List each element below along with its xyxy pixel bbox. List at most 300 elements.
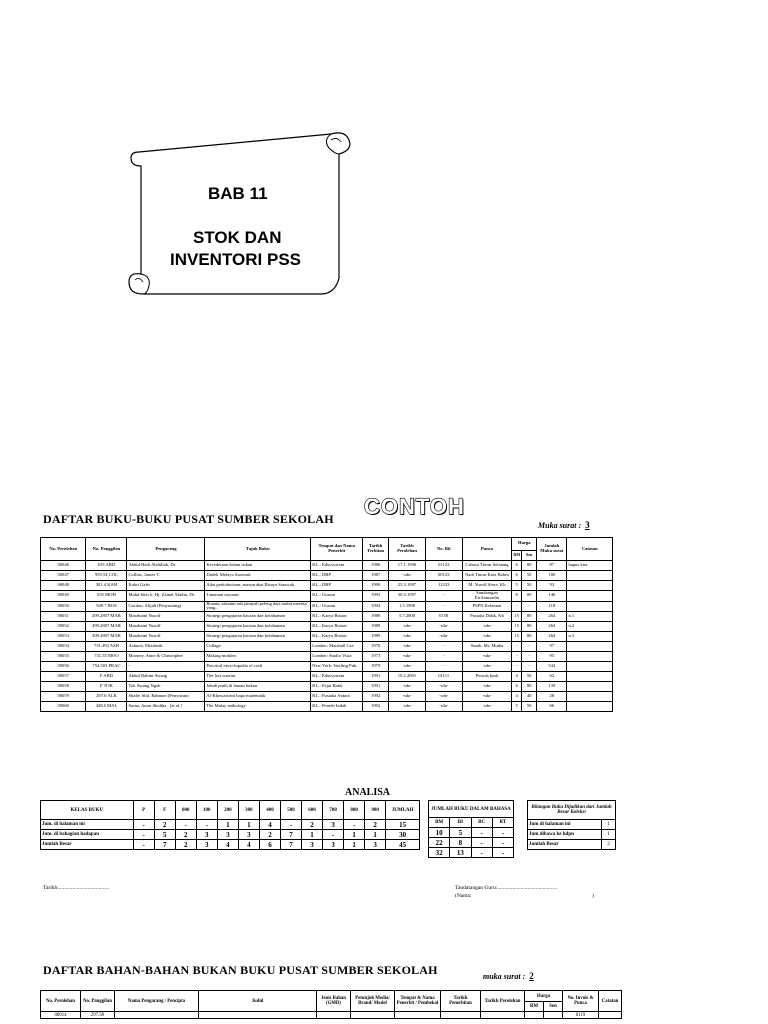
date-line: Tarikh:..................................... <box>43 885 110 891</box>
table-cell: Pesoda Ipoh <box>462 672 512 682</box>
table-row <box>41 652 613 662</box>
table-cell: 95 <box>537 652 567 662</box>
books-register-title: DAFTAR BUKU-BUKU PUSAT SUMBER SEKOLAH <box>43 512 334 526</box>
collection-label: Jum dibawa ke hdpn <box>528 830 602 840</box>
nonbook-header-cell: Jenis Bahan (GMD) <box>317 991 351 1012</box>
language-header-cell: BM <box>429 818 450 828</box>
analysis-cell: - <box>133 840 154 850</box>
table-cell: Adat perkahwinan: masyarakat Bisaya Sarawak <box>205 581 311 591</box>
table-cell: KL.: Karya Bistari <box>311 612 363 622</box>
table-cell: 428.6 MAL <box>86 702 127 712</box>
language-cell: - <box>492 838 513 848</box>
table-cell: -sda- <box>389 652 426 662</box>
analysis-cell: 2 <box>259 830 280 840</box>
table-cell: 118 <box>537 601 567 612</box>
analysis-cell: 5 <box>154 830 175 840</box>
nonbook-cell <box>481 1012 525 1019</box>
table-cell: London: Studio Vista <box>311 652 363 662</box>
nonbook-register-header <box>41 991 622 1012</box>
collection-label: Jum di halaman ini <box>528 820 602 830</box>
table-cell: 00050 <box>41 601 86 612</box>
analysis-cell: - <box>280 820 301 830</box>
table-row <box>41 642 613 652</box>
table-cell: 00060 <box>41 702 86 712</box>
table-cell <box>567 642 613 652</box>
table-cell <box>567 652 613 662</box>
collection-table-title: Bilangan Buku Dijadikan dari Jumlah Besar Koleksi <box>528 801 616 820</box>
nonbook-header-row <box>41 991 622 1002</box>
analysis-cell: 4 <box>259 820 280 830</box>
col-harga: Harga <box>512 538 537 551</box>
table-cell: 50 <box>522 581 537 591</box>
table-cell: 00047 <box>41 571 86 581</box>
analysis-header-cell: 000 <box>175 801 196 820</box>
col-harga-rm: RM <box>512 550 522 560</box>
class-analysis-header <box>41 801 420 820</box>
analysis-cell: 3 <box>196 830 217 840</box>
table-cell: Gordon, Alijah (Penyunting) <box>127 601 205 612</box>
table-cell: KL.: Educsystem <box>311 561 363 571</box>
analysis-cell: - <box>133 830 154 840</box>
nonbook-cell <box>544 1012 563 1019</box>
table-cell: 1986 <box>363 561 389 571</box>
language-cell: 10 <box>429 828 450 838</box>
analysis-cell: 1 <box>344 830 365 840</box>
nonbook-cell <box>317 1012 351 1019</box>
analysis-cell: 1 <box>238 820 259 830</box>
table-cell: KL.: Utusan <box>311 601 363 612</box>
table-cell: 6 <box>512 571 522 581</box>
language-cell: - <box>492 848 513 858</box>
language-header-cell: BI <box>450 818 471 828</box>
analysis-header-cell: 900 <box>365 801 386 820</box>
analysis-row <box>41 840 420 850</box>
nonbook-cell <box>599 1012 622 1019</box>
analysis-header-cell: 400 <box>259 801 280 820</box>
table-cell: hapus kira <box>567 561 613 571</box>
table-row <box>41 571 613 581</box>
nonbook-header-cell: Catatan <box>599 991 622 1012</box>
table-cell: 1989 <box>363 612 389 622</box>
nonbook-header-cell: Tempat & Nama Penerbit / Pembekal <box>395 991 441 1012</box>
nonbook-header-cell: No. Invois & Punca <box>563 991 599 1012</box>
chapter-title-line2: INVENTORI PSS <box>170 250 301 269</box>
nonbook-cell: 00014 <box>41 1012 81 1019</box>
table-cell <box>567 662 613 672</box>
table-cell: -sda- <box>389 702 426 712</box>
table-cell: KL.: Fajar Bakti <box>311 682 363 692</box>
table-cell: - <box>512 601 522 612</box>
nonbook-cell: 0119 <box>563 1012 599 1019</box>
table-cell: 1973 <box>363 652 389 662</box>
analysis-cell: 3 <box>323 840 344 850</box>
table-cell: - <box>522 652 537 662</box>
table-cell: Tok Awang Ngah <box>127 682 205 692</box>
analysis-header-cell: JUMLAH <box>386 801 420 820</box>
table-cell: 1987 <box>363 571 389 581</box>
table-cell: 00056 <box>41 662 86 672</box>
col-tarikh-perolehan: Tarikh Perolehan <box>389 538 426 561</box>
table-cell: -sda- <box>462 662 512 672</box>
table-cell: The last warrior <box>205 672 311 682</box>
table-cell: -sda- <box>425 692 462 702</box>
class-analysis-table <box>40 800 420 850</box>
table-cell: Mohd Idris b. Hj. Zainal Abidin, Dr. <box>127 591 205 602</box>
table-cell: Abdul Rahim Awang <box>127 672 205 682</box>
table-cell: 499.2807 MAR <box>86 622 127 632</box>
table-cell: KL.: Pustaka Antara <box>311 692 363 702</box>
analysis-cell: 1 <box>217 820 238 830</box>
table-row <box>41 612 613 622</box>
table-cell: Al-Khawarizmi bapa matematik <box>205 692 311 702</box>
analysis-cell: 1 <box>365 830 386 840</box>
table-cell: n.2 <box>567 622 613 632</box>
table-cell: 80 <box>522 561 537 571</box>
table-cell: -sda- <box>425 682 462 692</box>
table-cell: 00 <box>522 591 537 602</box>
table-cell: 635 ABD <box>86 561 127 571</box>
table-cell: Jubah putih di laman bukau <box>205 682 311 692</box>
table-cell: -sda- <box>389 642 426 652</box>
table-cell: 15 <box>512 622 522 632</box>
page-number-value: 3 <box>585 520 590 530</box>
table-cell: 1976 <box>363 642 389 652</box>
table-cell: - <box>425 601 462 612</box>
nonbook-subheader-cell: RM <box>525 1002 544 1012</box>
nonbook-register-body <box>41 1012 622 1019</box>
col-tajuk: Tajuk Buku <box>205 538 311 561</box>
analysis-cell: 6 <box>259 840 280 850</box>
analysis-cell: 1 <box>302 830 323 840</box>
table-cell: Shafie Abd. Rahman (Penyusun) <box>127 692 205 702</box>
table-cell: 301.4 KAH <box>86 581 127 591</box>
table-cell: -sda- <box>425 622 462 632</box>
table-row <box>41 702 613 712</box>
table-cell: 87 <box>537 561 567 571</box>
language-cell: 8 <box>450 838 471 848</box>
table-cell: -sda- <box>389 682 426 692</box>
analysis-cell: 2 <box>302 820 323 830</box>
collection-value: 1 <box>602 820 616 830</box>
analysis-cell: 2 <box>365 820 386 830</box>
table-cell: 00054 <box>41 642 86 652</box>
analysis-cell: - <box>175 820 196 830</box>
table-cell: 4 <box>512 692 522 702</box>
table-cell: 00046 <box>41 561 86 571</box>
page-number-2-value: 2 <box>529 971 534 981</box>
class-analysis-body <box>41 820 420 850</box>
analysis-header-cell: 300 <box>238 801 259 820</box>
scroll-banner <box>125 126 357 301</box>
table-cell: 949.7 BOS <box>86 601 127 612</box>
col-pengarang: Pengarang <box>127 538 205 561</box>
table-cell: -sda- <box>462 682 512 692</box>
analysis-header-cell: P <box>133 801 154 820</box>
table-row <box>41 692 613 702</box>
analysis-cell: Jumlah Besar <box>41 840 134 850</box>
table-cell: 10.2.2001 <box>389 672 426 682</box>
table-row <box>41 632 613 642</box>
table-cell: - <box>512 642 522 652</box>
language-cell: - <box>492 828 513 838</box>
table-cell <box>567 571 613 581</box>
nonbook-header-cell: Tarikh Penerbitan <box>441 991 481 1012</box>
analysis-header-cell: F <box>154 801 175 820</box>
language-cell: 13 <box>450 848 471 858</box>
table-cell: 00049 <box>41 591 86 602</box>
col-muka-surat: Jumlah Muka surat <box>537 538 567 561</box>
nonbook-register-table <box>40 990 622 1019</box>
page-number-2 <box>483 966 534 984</box>
analysis-header-cell: 700 <box>323 801 344 820</box>
table-cell: 25.3.1997 <box>389 581 426 591</box>
col-punca: Punca <box>462 538 512 561</box>
table-cell: Nadi Timur Kota Bahru <box>462 571 512 581</box>
table-cell: 15 <box>512 612 522 622</box>
table-cell: 146 <box>537 591 567 602</box>
table-cell: 01123 <box>425 561 462 571</box>
table-cell: - <box>512 652 522 662</box>
table-header-row <box>41 538 613 551</box>
table-cell: - <box>522 662 537 672</box>
table-cell: Collage <box>205 642 311 652</box>
table-cell: Marzbaini Yusoff <box>127 632 205 642</box>
table-cell: The Malay anthology <box>205 702 311 712</box>
nonbook-cell <box>199 1012 317 1019</box>
nonbook-cell <box>441 1012 481 1019</box>
table-cell: New York: Sterling Pub. <box>311 662 363 672</box>
analysis-cell: 3 <box>323 820 344 830</box>
analysis-cell: Jum. di halaman ini <box>41 820 134 830</box>
table-cell: 80 <box>522 682 537 692</box>
col-no-bil: No. Bil <box>425 538 462 561</box>
table-cell: -sda- <box>425 632 462 642</box>
table-cell: 544 <box>537 662 567 672</box>
table-cell: Mooney, Anne & Christopher <box>127 652 205 662</box>
table-cell: Sarna, Amar Shobha . [et al.] <box>127 702 205 712</box>
nonbook-cell <box>115 1012 199 1019</box>
col-tarikh-terbitan: Tarikh Terbitan <box>363 538 389 561</box>
table-cell: -sda- <box>462 652 512 662</box>
table-cell: KL.: DBP <box>311 571 363 581</box>
table-cell: -sda- <box>389 571 426 581</box>
analysis-row <box>41 820 420 830</box>
analysis-header-cell: 100 <box>196 801 217 820</box>
table-cell: Bosnia: sakainn sah jannyah peleng dari mulut mereka yang... <box>205 601 311 612</box>
table-row <box>41 662 613 672</box>
analysis-cell: - <box>133 820 154 830</box>
table-cell: 4 <box>512 672 522 682</box>
analysis-header-cell: KELAS BUKU <box>41 801 134 820</box>
analysis-cell: - <box>196 820 217 830</box>
table-cell: - <box>425 591 462 602</box>
language-header-cell: BT <box>492 818 513 828</box>
table-cell: Ashurst, Elizabeth. <box>127 642 205 652</box>
table-cell <box>567 692 613 702</box>
table-cell: 1990 <box>363 581 389 591</box>
analysis-cell: 2 <box>175 830 196 840</box>
table-cell <box>567 601 613 612</box>
nonbook-register-title: DAFTAR BAHAN-BAHAN BUKAN BUKU PUSAT SUMBER SEKOLAH <box>43 963 438 977</box>
table-cell: 100 <box>537 571 567 581</box>
table-cell: KL.: Karya Bistari <box>311 632 363 642</box>
analysis-header-cell: 500 <box>280 801 301 820</box>
table-cell: 1993 <box>363 591 389 602</box>
table-cell: Dialek Melayu Sarawak <box>205 571 311 581</box>
table-cell: 1989 <box>363 632 389 642</box>
table-cell: Strategi pengajaran bacaan dan kefahaman <box>205 612 311 622</box>
analysis-cell: 1 <box>344 840 365 850</box>
analysis-row <box>41 830 420 840</box>
analysis-cell: 3 <box>196 840 217 850</box>
books-register-body <box>41 561 613 712</box>
nonbook-cell: 297.38 <box>81 1012 115 1019</box>
language-cell: 5 <box>450 828 471 838</box>
analysis-cell: 30 <box>386 830 420 840</box>
table-cell: -sda- <box>389 662 426 672</box>
table-cell: 62 <box>537 672 567 682</box>
page-number-2-label: muka surat : <box>483 972 526 981</box>
analysis-cell: 15 <box>386 820 420 830</box>
table-cell <box>567 591 613 602</box>
analysis-header-cell: 600 <box>302 801 323 820</box>
table-cell <box>567 702 613 712</box>
table-cell: 28 <box>537 692 567 702</box>
col-harga-sen: Sen <box>522 550 537 560</box>
table-cell: Cahaya Timur Selatang <box>462 561 512 571</box>
table-cell: -sda- <box>462 632 512 642</box>
analysis-cell: 45 <box>386 840 420 850</box>
table-cell: 5.7.2000 <box>389 612 426 622</box>
table-cell: 66 <box>537 702 567 712</box>
analysis-cell: - <box>344 820 365 830</box>
table-cell: Making mobiles <box>205 652 311 662</box>
table-cell: 80 <box>522 622 537 632</box>
language-cell: 22 <box>429 838 450 848</box>
table-row <box>41 561 613 571</box>
table-cell: 264 <box>537 622 567 632</box>
table-cell: 80 <box>522 612 537 622</box>
table-cell: KL.: Karya Bistari <box>311 622 363 632</box>
col-no-perolehan: No. Perolehan <box>41 538 86 561</box>
analysis-title: ANALISA <box>345 787 391 798</box>
table-cell: -sda- <box>389 622 426 632</box>
table-cell: 93 <box>537 581 567 591</box>
nonbook-header-cell: Tarikh Perolehan <box>481 991 525 1012</box>
collection-row <box>528 840 616 850</box>
table-cell: - <box>425 642 462 652</box>
table-cell: KL.: Utusan <box>311 591 363 602</box>
table-cell: 6 <box>512 561 522 571</box>
language-cell: - <box>471 828 492 838</box>
table-cell: 00051 <box>41 612 86 622</box>
table-cell: Sumbangan En.Samsudin <box>462 591 512 602</box>
nonbook-header-cell: No. Panggilan <box>81 991 115 1012</box>
table-cell: 731.493 ASH <box>86 642 127 652</box>
table-cell: 30.3.1997 <box>389 591 426 602</box>
table-cell: Strategi pengajaran bacaan dan kefahaman <box>205 622 311 632</box>
contoh-stamp: CONTOH <box>364 494 465 519</box>
table-row <box>41 682 613 692</box>
table-cell: - <box>512 662 522 672</box>
table-cell: 499.2807 MAR <box>86 612 127 622</box>
analysis-cell: 3 <box>365 840 386 850</box>
table-cell: - <box>522 601 537 612</box>
table-cell: 1991 <box>363 672 389 682</box>
table-cell: 00058 <box>41 682 86 692</box>
table-cell: -sda- <box>462 692 512 702</box>
table-cell: Abdul Hadi Abdullah, Dr. <box>127 561 205 571</box>
table-cell: - <box>425 662 462 672</box>
table-cell: 264 <box>537 632 567 642</box>
table-cell: 1989 <box>363 622 389 632</box>
table-cell: 80 <box>522 632 537 642</box>
table-cell: 50 <box>522 702 537 712</box>
col-tempat: Tempat dan Nama Penerbit <box>311 538 363 561</box>
language-row <box>429 828 514 838</box>
table-cell: 959.54 COL <box>86 571 127 581</box>
analysis-cell: 3 <box>238 830 259 840</box>
table-cell: Kahri Gafis <box>127 581 205 591</box>
table-cell: 50 <box>522 672 537 682</box>
table-cell: 6 <box>512 682 522 692</box>
table-cell: 40 <box>522 692 537 702</box>
table-cell: M. Yusoff Store, Kb <box>462 581 512 591</box>
language-row <box>429 838 514 848</box>
table-cell: Kecederaan dalam sukan <box>205 561 311 571</box>
table-row <box>41 622 613 632</box>
table-cell: -sda- <box>425 702 462 712</box>
nonbook-header-cell: Nama Pengarang / Pencipta <box>115 991 199 1012</box>
table-cell: 97 <box>537 642 567 652</box>
table-cell: 635 MOH <box>86 591 127 602</box>
chapter-title-line1: STOK DAN <box>193 228 282 247</box>
table-cell: -sda- <box>389 632 426 642</box>
table-cell: 1.5.1998 <box>389 601 426 612</box>
page-number-label: Muka surat : <box>538 521 582 530</box>
nonbook-row <box>41 1012 622 1019</box>
table-cell: F TOK <box>86 682 127 692</box>
table-cell: 01111 <box>425 672 462 682</box>
table-cell: 50 <box>522 571 537 581</box>
table-cell: Collins, James T. <box>127 571 205 581</box>
table-cell: 00048 <box>41 581 86 591</box>
collection-value: 2 <box>602 840 616 850</box>
language-table <box>428 800 514 858</box>
nonbook-cell <box>525 1012 544 1019</box>
nonbook-cell <box>351 1012 395 1019</box>
table-cell: 1991 <box>363 682 389 692</box>
table-cell: - <box>127 662 205 672</box>
language-cell: - <box>471 848 492 858</box>
analysis-cell: 2 <box>154 820 175 830</box>
table-cell: -sda- <box>462 622 512 632</box>
table-cell <box>567 682 613 692</box>
analysis-cell: 7 <box>280 830 301 840</box>
table-cell: 17.1.1996 <box>389 561 426 571</box>
analysis-cell: Jum. di bahagian hadapan <box>41 830 134 840</box>
collection-table <box>527 800 616 850</box>
table-cell: 00055 <box>41 652 86 662</box>
page-number <box>538 515 590 533</box>
table-cell <box>567 672 613 682</box>
table-cell: KL.: Educsystem <box>311 672 363 682</box>
collection-table-body <box>528 820 616 850</box>
table-cell <box>567 581 613 591</box>
table-cell: London: Marshall Cav <box>311 642 363 652</box>
table-cell: 1979 <box>363 662 389 672</box>
col-catatan: Catatan <box>567 538 613 561</box>
